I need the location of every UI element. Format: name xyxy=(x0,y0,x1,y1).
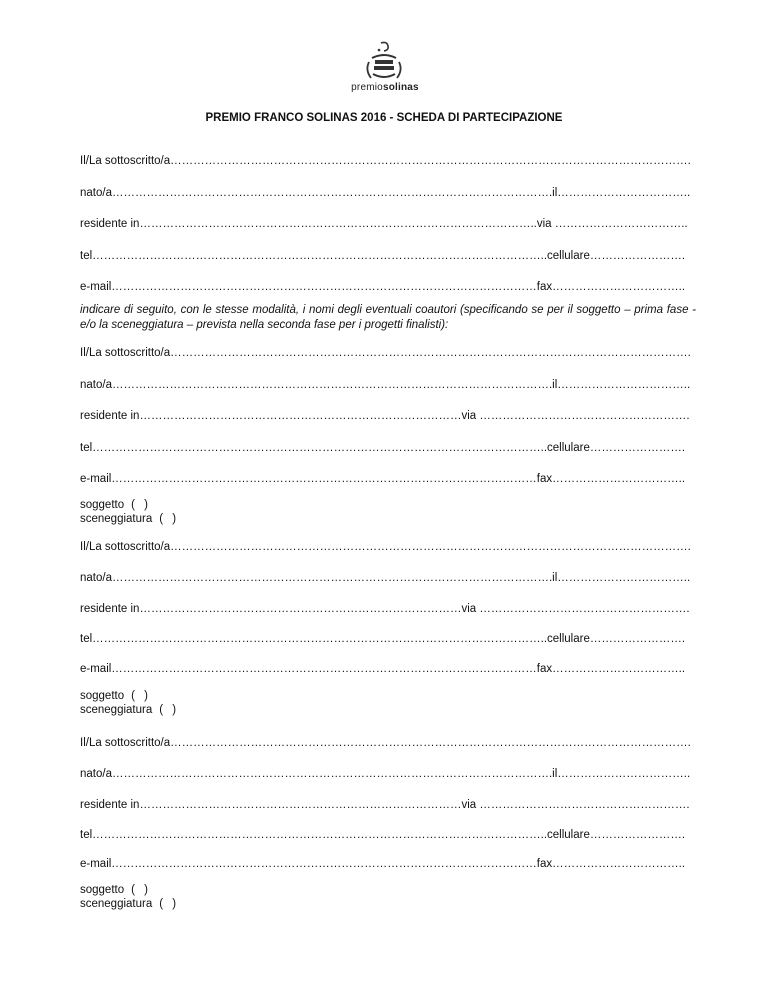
coauthor-3-options xyxy=(80,883,179,911)
coauthor-1-birth-line[interactable]: nato/a…………………………………………………………………………………………………….il…………………………….. xyxy=(80,379,691,391)
soggetto-label: soggetto xyxy=(80,884,125,896)
logo-emblem-icon xyxy=(359,40,409,84)
main-name-line[interactable]: Il/La sottoscritto/a………………………………………………………………………………………………………………………. xyxy=(80,155,691,167)
coauthor-2-residence-line[interactable]: residente in…………………………………………………………………………via ………………………………………………. xyxy=(80,603,690,615)
coauthors-instruction: indicare di seguito, con le stesse modalità, i nomi degli eventuali coautori (specificando se per il soggetto – prima fase - e/o la sceneggiatura – prevista nella seconda fase per i progetti finalisti): xyxy=(80,304,696,331)
coauthor-2-options xyxy=(80,689,179,717)
logo-brand: solinas xyxy=(382,82,419,93)
coauthor-3-email-line[interactable]: e-mail…………………………………………………………………………………………………fax…………………………….. xyxy=(80,858,686,870)
soggetto-checkbox[interactable]: ( ) xyxy=(131,690,151,702)
coauthor-1-email-line[interactable]: e-mail…………………………………………………………………………………………………fax…………………………….. xyxy=(80,473,686,485)
coauthor-1-phone-line[interactable]: tel………………………………………………………………………………………………………..cellulare……………………. xyxy=(80,442,686,454)
main-birth-line[interactable]: nato/a…………………………………………………………………………………………………….il…………………………….. xyxy=(80,187,691,199)
main-email-line[interactable]: e-mail…………………………………………………………………………………………………fax…………………………….. xyxy=(80,281,686,293)
sceneggiatura-checkbox[interactable]: ( ) xyxy=(159,898,180,910)
sceneggiatura-checkbox[interactable]: ( ) xyxy=(159,704,180,716)
coauthor-3-name-line[interactable]: Il/La sottoscritto/a………………………………………………………………………………………………………………………. xyxy=(80,737,691,749)
soggetto-checkbox[interactable]: ( ) xyxy=(131,884,151,896)
sceneggiatura-checkbox[interactable]: ( ) xyxy=(159,513,180,525)
coauthor-3-phone-line[interactable]: tel………………………………………………………………………………………………………..cellulare……………………. xyxy=(80,829,686,841)
main-residence-line[interactable]: residente in…………………………………………………………………………………………..via …………………………….. xyxy=(80,218,688,230)
coauthor-3-birth-line[interactable]: nato/a…………………………………………………………………………………………………….il…………………………….. xyxy=(80,768,691,780)
coauthor-1-residence-line[interactable]: residente in…………………………………………………………………………via ………………………………………………. xyxy=(80,410,690,422)
soggetto-checkbox[interactable]: ( ) xyxy=(131,499,151,511)
coauthor-2-email-line[interactable]: e-mail…………………………………………………………………………………………………fax…………………………….. xyxy=(80,663,686,675)
logo-prefix: premio xyxy=(351,82,383,93)
sceneggiatura-label: sceneggiatura xyxy=(80,898,153,910)
coauthor-1-options xyxy=(80,498,179,526)
coauthor-2-birth-line[interactable]: nato/a…………………………………………………………………………………………………….il…………………………….. xyxy=(80,572,691,584)
main-phone-line[interactable]: tel………………………………………………………………………………………………………..cellulare……………………. xyxy=(80,250,686,262)
coauthor-2-name-line[interactable]: Il/La sottoscritto/a………………………………………………………………………………………………………………………. xyxy=(80,541,691,553)
coauthor-3-residence-line[interactable]: residente in…………………………………………………………………………via ………………………………………………. xyxy=(80,799,690,811)
coauthor-2-phone-line[interactable]: tel………………………………………………………………………………………………………..cellulare……………………. xyxy=(80,633,686,645)
coauthor-1-name-line[interactable]: Il/La sottoscritto/a………………………………………………………………………………………………………………………. xyxy=(80,347,691,359)
page-title: PREMIO FRANCO SOLINAS 2016 - SCHEDA DI PARTECIPAZIONE xyxy=(205,112,563,124)
sceneggiatura-label: sceneggiatura xyxy=(80,513,153,525)
soggetto-label: soggetto xyxy=(80,690,125,702)
logo-wordmark xyxy=(340,82,430,93)
sceneggiatura-label: sceneggiatura xyxy=(80,704,153,716)
soggetto-label: soggetto xyxy=(80,499,125,511)
